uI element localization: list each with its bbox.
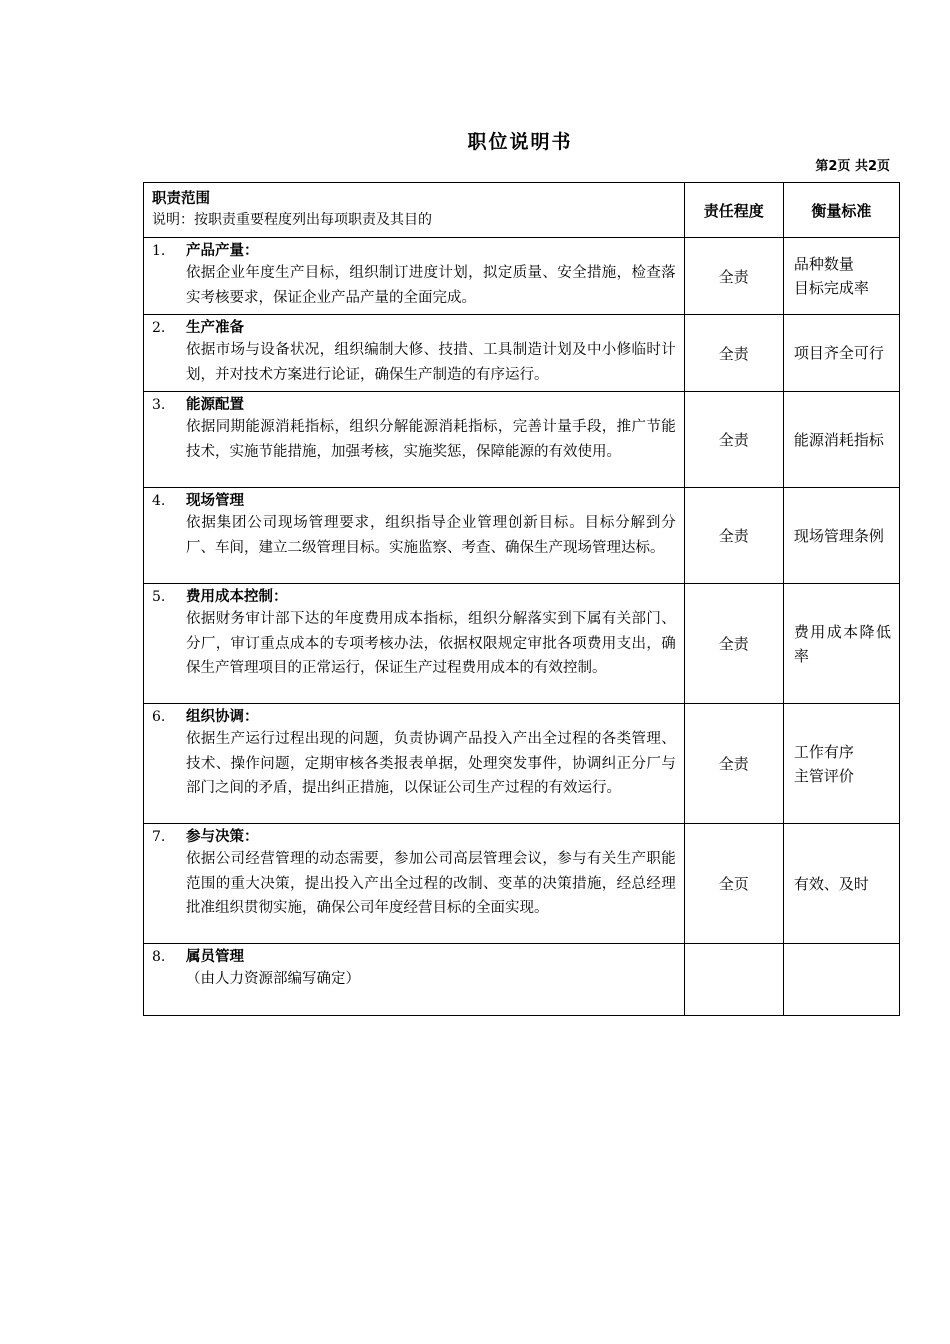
standard-line: 能源消耗指标 [793,430,884,449]
table-row [144,584,900,704]
duty-number: 6. [152,709,166,725]
duty-description: 依据财务审计部下达的年度费用成本指标，组织分解落实到下属有关部门、分厂，审订重点成本的专项考核办法，依据权限规定审批各项费用支出，确保生产管理项目的正常运行，保证生产过程费用成本的有效控制。 [186,611,676,676]
duty-description: 依据公司经营管理的动态需要，参加公司高层管理会议，参与有关生产职能范围的重大决策，提出投入产出全过程的改制、变革的决策措施，经总经理批准组织贯彻实施，确保公司年度经营目标的全面实现。 [186,851,676,916]
responsibility-level: 全责 [684,584,783,704]
duty-description: 依据集团公司现场管理要求，组织指导企业管理创新目标。目标分解到分厂、车间，建立二级管理目标。实施监察、考查、确保生产现场管理达标。 [186,515,676,556]
responsibility-level [684,944,783,1016]
duty-title: 现场管理 [186,493,244,509]
measurement-standard [783,392,899,488]
responsibility-level: 全责 [684,392,783,488]
responsibility-level: 全责 [684,488,783,584]
table-row [144,392,900,488]
standard-line: 现场管理条例 [793,526,884,545]
duty-heading [152,318,676,338]
responsibility-level: 全责 [684,315,783,392]
duty-heading [152,241,676,261]
duty-title: 产品产量： [186,243,259,259]
duty-heading [152,827,676,847]
measurement-standard [783,315,899,392]
duty-heading [152,947,676,967]
duty-number: 4. [152,493,166,509]
standard-line: 工作有序 [793,742,854,761]
duty-cell [144,584,685,704]
duty-cell [144,944,685,1016]
responsibility-level: 全责 [684,238,783,315]
duty-table [143,182,900,1016]
duty-heading [152,491,676,511]
table-row [144,238,900,315]
measurement-standard [783,944,899,1016]
table-row [144,704,900,824]
responsibility-level: 全责 [684,704,783,824]
duty-description: （由人力资源部编写确定） [186,971,360,987]
responsibility-level: 全页 [684,824,783,944]
table-row [144,488,900,584]
duty-title: 费用成本控制： [186,589,288,605]
duty-number: 3. [152,397,166,413]
measurement-standard [783,824,899,944]
page-number: 第2页 共2页 [815,159,890,174]
duty-cell [144,824,685,944]
duty-heading [152,395,676,415]
duty-title: 属员管理 [186,949,244,965]
measurement-standard [783,704,899,824]
header-scope-note: 说明：按职责重要程度列出每项职责及其目的 [152,212,432,228]
header-scope [144,183,685,238]
duty-description: 依据生产运行过程出现的问题，负责协调产品投入产出全过程的各类管理、技术、操作问题，定期审核各类报表单据，处理突发事件，协调纠正分厂与部门之间的矛盾，提出纠正措施，以保证公司生产过程的有效运行。 [186,731,676,796]
measurement-standard [783,584,899,704]
header-standard: 衡量标准 [783,183,899,238]
duty-cell [144,392,685,488]
measurement-standard [783,488,899,584]
duty-number: 8. [152,949,166,965]
duty-cell [144,704,685,824]
duty-description: 依据同期能源消耗指标，组织分解能源消耗指标，完善计量手段，推广节能技术，实施节能措施，加强考核，实施奖惩，保障能源的有效使用。 [186,419,676,460]
duty-number: 7. [152,829,166,845]
duty-description: 依据企业年度生产目标，组织制订进度计划，拟定质量、安全措施，检查落实考核要求，保证企业产品产量的全面完成。 [186,265,676,306]
duty-description: 依据市场与设备状况，组织编制大修、技措、工具制造计划及中小修临时计划，并对技术方案进行论证，确保生产制造的有序运行。 [186,342,676,383]
duty-title: 组织协调： [186,709,259,725]
duty-number: 2. [152,320,166,336]
standard-line: 目标完成率 [793,279,869,297]
header-scope-title: 职责范围 [152,191,210,207]
document-title: 职位说明书 [467,131,573,153]
standard-line: 费用成本降低率 [793,622,891,665]
duty-heading [152,707,676,727]
duty-cell [144,315,685,392]
standard-line: 有效、及时 [793,874,869,893]
duty-title: 生产准备 [186,320,244,336]
duty-title: 参与决策： [186,829,259,845]
table-row [144,315,900,392]
duty-number: 1. [152,243,166,259]
duty-cell [144,488,685,584]
duty-cell [144,238,685,315]
table-row [144,824,900,944]
table-row [144,944,900,1016]
duty-heading [152,587,676,607]
duty-number: 5. [152,589,166,605]
measurement-standard [783,238,899,315]
standard-line: 主管评价 [793,766,854,785]
standard-line: 品种数量 [793,255,854,273]
header-level: 责任程度 [684,183,783,238]
standard-line: 项目齐全可行 [793,344,884,362]
duty-title: 能源配置 [186,397,244,413]
